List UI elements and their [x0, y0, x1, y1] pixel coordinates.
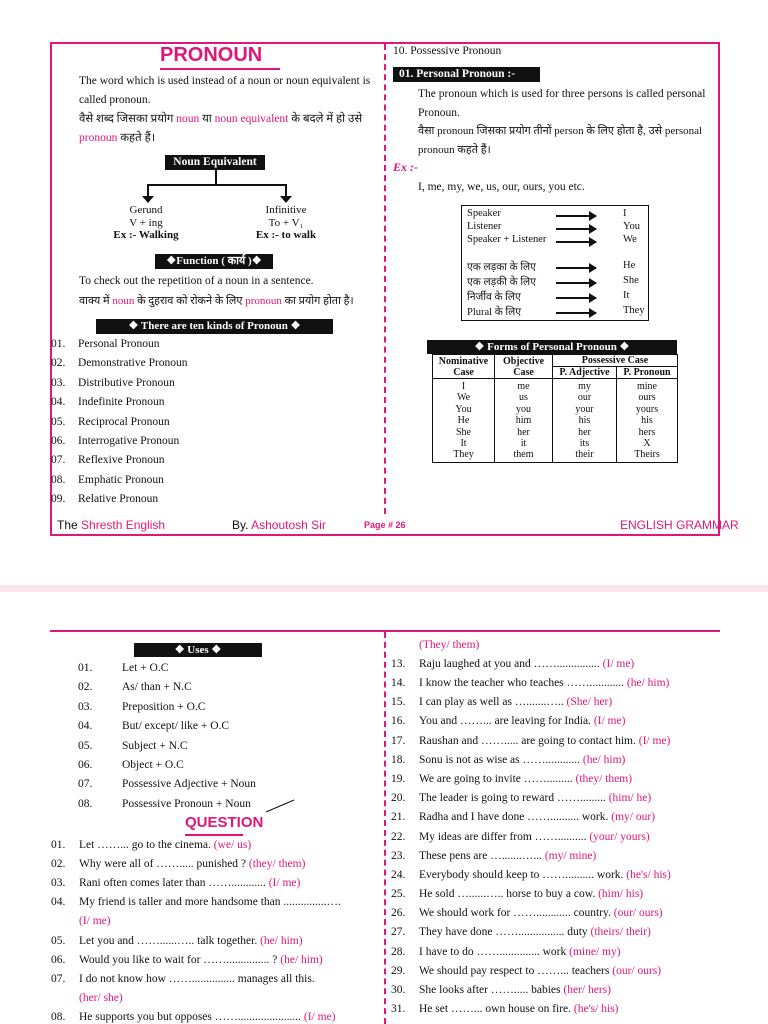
- question-item: 30. She looks after ……..... babies (her/ hers): [391, 984, 611, 996]
- infinitive-box: Infinitive To + V₁ Ex :- to walk: [255, 204, 317, 241]
- list-item: 01. Let + O.C: [78, 662, 169, 674]
- question-item: 19. We are going to invite ……......... (they/ them): [391, 773, 633, 785]
- arrow-right-icon: [556, 215, 596, 217]
- forms-label: ❖ Forms of Personal Pronoun ❖: [427, 340, 677, 354]
- list-item: 05. Reciprocal Pronoun: [51, 415, 170, 428]
- header-possessive: Possessive Case: [553, 355, 678, 367]
- uses-label: ❖ Uses ❖: [134, 643, 262, 657]
- kinds-label: ❖ There are ten kinds of Pronoun ❖: [96, 319, 333, 334]
- question-item: 24. Everybody should keep to …….......... work. (he's/ his): [391, 869, 671, 881]
- question-item: 20. The leader is going to reward ……......... (him/ he): [391, 792, 652, 804]
- question-item: 07. I do not know how ……............... manages all this.: [51, 973, 315, 985]
- function-en: To check out the repetition of a noun in a sentence.: [79, 275, 314, 287]
- question-item: 27. They have done ……................ duty (theirs/ their): [391, 926, 651, 938]
- list-item: 04. Indefinite Pronoun: [51, 396, 165, 409]
- example-label: Ex :-: [393, 160, 418, 174]
- forms-table: [432, 354, 678, 463]
- question-item: 05. Let you and ……......….. talk together. (he/ him): [51, 935, 303, 947]
- arrow-down-icon: [142, 196, 154, 203]
- list-item: 03. Preposition + O.C: [78, 700, 206, 713]
- question-item: (I/ me): [79, 915, 111, 927]
- question-item: 26. We should work for ……............ country. (our/ ours): [391, 907, 663, 919]
- question-item: 18. Sonu is not as wise as ……............ (he/ him): [391, 754, 626, 766]
- question-item: 17. Raushan and ……..... are going to contact him. (I/ me): [391, 735, 671, 747]
- question-item: (They/ them): [419, 639, 480, 651]
- noun-equivalent-label: Noun Equivalent: [165, 155, 265, 170]
- question-item: (her/ she): [79, 992, 123, 1004]
- example-list: I, me, my, we, us, our, ours, you etc.: [418, 181, 585, 193]
- footer-subject: ENGLISH GRAMMAR: [620, 518, 739, 532]
- list-item: 08. Possessive Pronoun + Noun: [78, 795, 256, 814]
- function-label: ❖Function ( कार्य )❖: [155, 254, 273, 269]
- question-item: 13. Raju laughed at you and ……............... (I/ me): [391, 658, 635, 670]
- kind-10: 10. Possessive Pronoun: [393, 45, 502, 57]
- question-item: 29. We should pay respect to ……... teachers (our/ ours): [391, 965, 662, 977]
- page-27: [0, 592, 768, 1024]
- personal-definition-hi: वैसा pronoun जिसका प्रयोग तीनों person के लिए होता है, उसे personal pronoun कहते हैं।: [418, 125, 703, 156]
- arrow-right-icon: [556, 267, 596, 269]
- tree-stem: [215, 170, 217, 184]
- header-p-adjective: P. Adjective: [553, 367, 617, 379]
- footer-page-number: Page # 26: [364, 520, 406, 530]
- kinds-list: [51, 335, 188, 510]
- question-heading: QUESTION: [185, 814, 264, 831]
- uses-list: [78, 659, 256, 814]
- question-item: 08. He supports you but opposes ……...................... (I/ me): [51, 1011, 336, 1023]
- question-item: 15. I can play as well as ….......….. (She/ her): [391, 696, 613, 708]
- table-cell: me us you him her it them: [495, 379, 553, 463]
- list-item: 07. Reflexive Pronoun: [51, 454, 165, 467]
- definition-hi: वैसे शब्द जिसका प्रयोग noun या noun equivalent के बदले में हो उसे pronoun कहते हैं।: [79, 113, 363, 144]
- list-item: 03. Distributive Pronoun: [51, 376, 175, 389]
- tree-branch: [147, 184, 287, 186]
- personal-definition-en: The pronoun which is used for three persons is called personal Pronoun.: [418, 88, 706, 119]
- list-item: 05. Subject + N.C: [78, 739, 188, 752]
- header-p-pronoun: P. Pronoun: [617, 367, 678, 379]
- list-item: 07. Possessive Adjective + Noun: [78, 778, 256, 791]
- list-item: 02. Demonstrative Pronoun: [51, 357, 188, 370]
- question-item: 14. I know the teacher who teaches ……............ (he/ him): [391, 677, 670, 689]
- definition-en: The word which is used instead of a noun or noun equivalent is called pronoun.: [79, 75, 371, 106]
- header-nominative: Nominative Case: [433, 355, 495, 379]
- header-objective: Objective Case: [495, 355, 553, 379]
- arrow-down-icon: [280, 196, 292, 203]
- arrow-right-icon: [556, 297, 596, 299]
- question-item: 01. Let ……... go to the cinema. (we/ us): [51, 839, 252, 851]
- personal-pronoun-heading: 01. Personal Pronoun :-: [393, 67, 540, 82]
- question-item: 22. My ideas are differ from …….......... (your/ yours): [391, 831, 650, 843]
- question-item: 21. Radha and I have done …….......... work. (my/ our): [391, 811, 656, 823]
- table-cell: I We You He She It They: [433, 379, 495, 463]
- column-divider: [384, 632, 386, 1024]
- list-item: 04. But/ except/ like + O.C: [78, 720, 230, 733]
- footer-brand: The Shresth English: [57, 518, 166, 532]
- function-hi: वाक्य में noun के दुहराव को रोकने के लिए pronoun का प्रयोग होता है।: [79, 295, 354, 307]
- arrow-right-icon: [556, 312, 596, 314]
- page-26: PRONOUN The word which is used instead of a noun or noun equivalent is called pronoun. वैसे शब्द जिसका प्रयोग noun या noun equivalent के बदले में हो उसे pronoun कहते हैं। Noun Equivalent Gerund V + ing Ex :- Walking Infinitive To + V₁ Ex :- to walk ❖Function ( कार्य )❖ To check out the repetition of a noun in a sentence. वाक्य में noun के दुहराव को रोकने के लिए pronoun का प्रयोग होता है। ❖ There are ten kinds of Pronoun ❖ 01. Personal Pronoun 02. Demonstrative Pronoun 03. Distributive Pronoun 04. Indefinite Pronoun 05. Reciprocal Pronoun 06. Interrogative Pronoun 07. Reflexive Pronoun 08. Emphatic Pronoun 09. Relative Pronoun The Shresth English By. Ashoutosh Sir Page # 26 ENGLISH GRAMMAR 10. Possessive Pronoun 01. Personal Pronoun :- The pronoun which is used for three persons is called personal Pronoun. वैसा pronoun जिसका प्रयोग तीनों person के लिए होता है, उसे personal pronoun कहते हैं। Ex :- I, me, my, we, us, our, ours, you etc. Speaker Listener Speaker + Listener एक लड़का के लिए एक लड़की के लिए निर्जीव के लिए Plural के लिए I You We He She It They ❖ Forms of Personal Pronoun ❖ Nominative Case Objective Case Possessive Case P. Adjective P. Pronoun I We You He She It They me us you him her it them my our your his her its their mine ours yours his hers X Theirs: [0, 0, 768, 585]
- question-item: 06. Would you like to wait for ……............... ? (he/ him): [51, 954, 323, 966]
- question-item: 03. Rani often comes later than ……............ (I/ me): [51, 877, 301, 889]
- arrow-right-icon: [556, 282, 596, 284]
- question-item: 25. He sold …......….. horse to buy a cow. (him/ his): [391, 888, 644, 900]
- arrow-right-icon: [556, 241, 596, 243]
- question-item: 02. Why were all of ……..... punished ? (they/ them): [51, 858, 306, 870]
- list-item: 01. Personal Pronoun: [51, 338, 160, 350]
- gerund-box: Gerund V + ing Ex :- Walking: [113, 204, 179, 241]
- arrow-right-icon: [556, 228, 596, 230]
- question-item: 04. My friend is taller and more handsome than ...............….: [51, 896, 341, 908]
- list-item: 06. Interrogative Pronoun: [51, 434, 180, 447]
- question-item: 28. I have to do …….............. work (mine/ my): [391, 946, 621, 958]
- question-item: 23. These pens are ….......…... (my/ mine): [391, 850, 597, 862]
- list-item: 02. As/ than + N.C: [78, 681, 192, 694]
- page-title: PRONOUN: [160, 44, 263, 66]
- table-cell: my our your his her its their: [553, 379, 617, 463]
- strike-mark-icon: [264, 799, 296, 813]
- question-item: 31. He set ……... own house on fire. (he's/ his): [391, 1003, 619, 1015]
- column-divider: [384, 44, 386, 514]
- title-underline: [160, 68, 280, 70]
- table-cell: mine ours yours his hers X Theirs: [617, 379, 678, 463]
- list-item: 06. Object + O.C: [78, 758, 184, 771]
- question-item: 16. You and ……... are leaving for India. (I/ me): [391, 715, 626, 727]
- footer-author: By. Ashoutosh Sir: [232, 518, 326, 532]
- list-item: 09. Relative Pronoun: [51, 493, 159, 506]
- list-item: 08. Emphatic Pronoun: [51, 473, 164, 486]
